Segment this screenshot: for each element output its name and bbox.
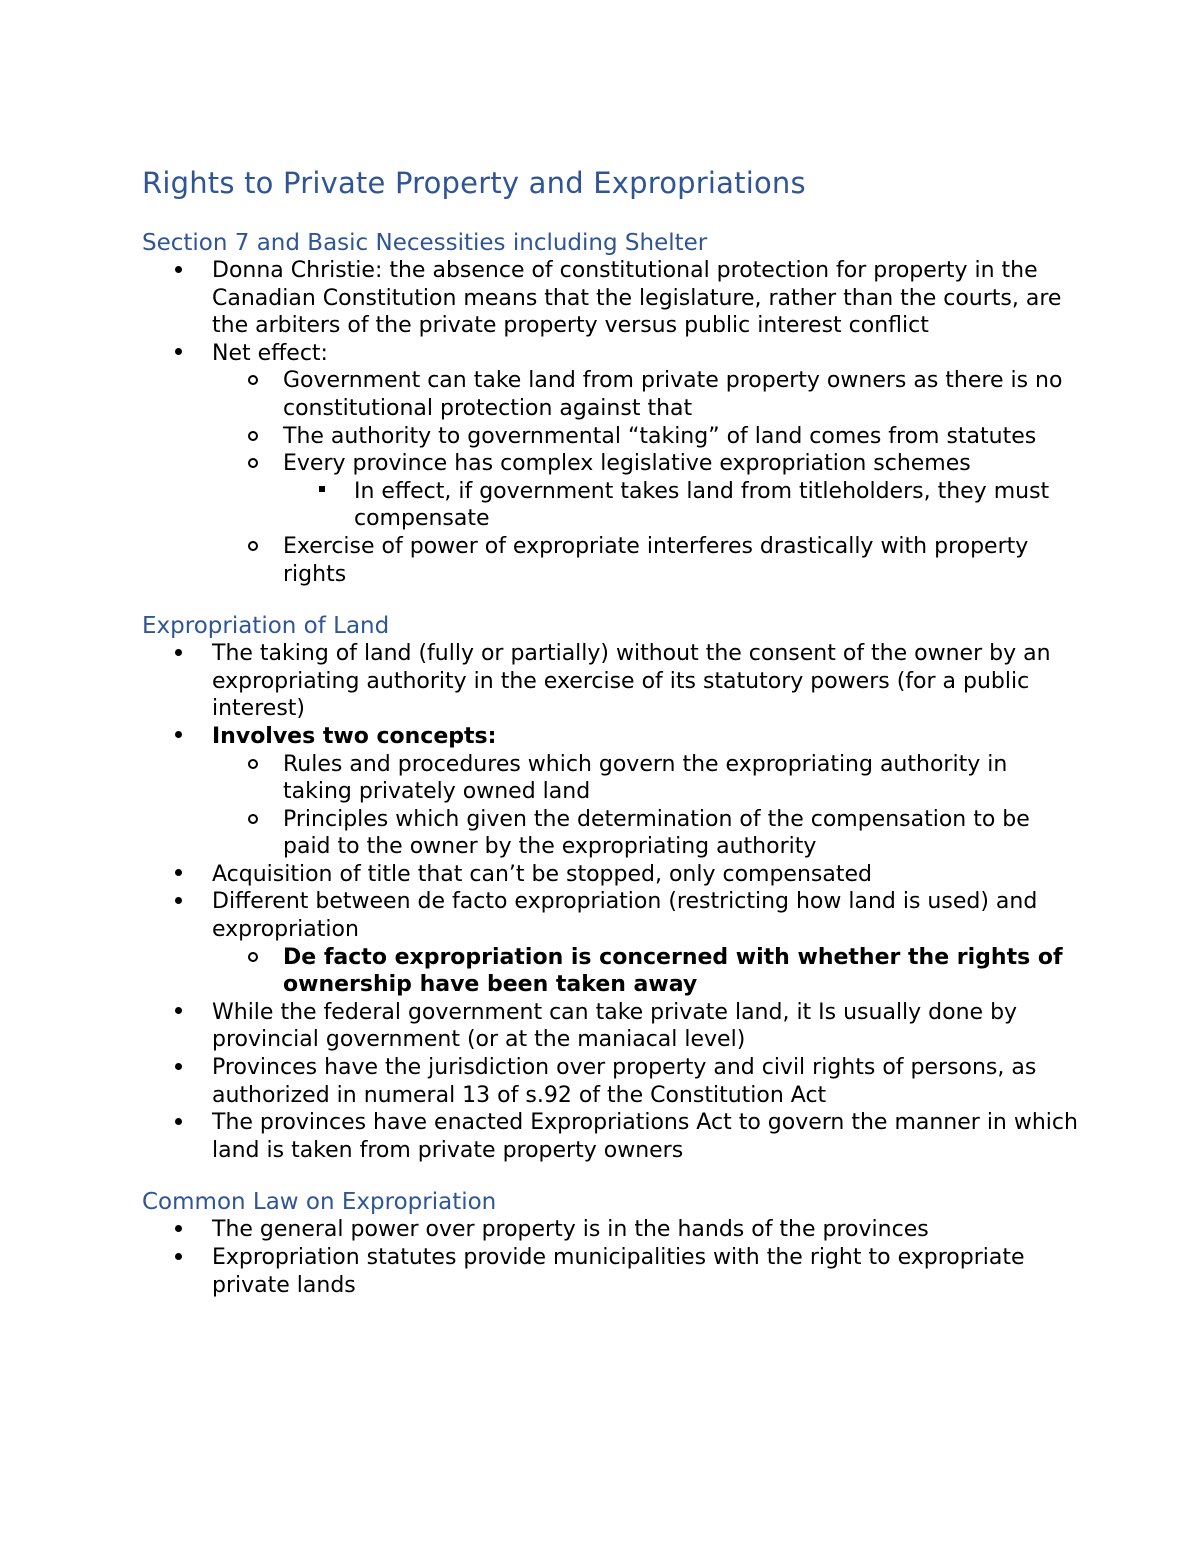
list-item: Rules and procedures which govern the expropriating authority in taking privately owned land	[142, 751, 1082, 806]
list-item: Every province has complex legislative expropriation schemes	[142, 450, 1082, 478]
list-item: In effect, if government takes land from titleholders, they must compensate	[142, 478, 1082, 533]
list-item: Provinces have the jurisdiction over property and civil rights of persons, as authorized in numeral 13 of s.92 of the Constitution Act	[142, 1054, 1082, 1109]
bullet-dot-icon	[168, 1054, 188, 1082]
bullet-list	[142, 640, 1082, 1164]
list-item: The provinces have enacted Expropriations Act to govern the manner in which land is taken from private property owners	[142, 1109, 1082, 1164]
bullet-list	[142, 257, 1082, 588]
bullet-dot-icon	[168, 257, 188, 285]
bullet-dot-icon	[168, 640, 188, 668]
bullet-dot-icon	[168, 723, 188, 751]
bullet-ring-icon	[243, 944, 263, 972]
section-heading: Expropriation of Land	[142, 613, 390, 640]
list-item: Net effect:	[142, 340, 1082, 368]
document-content	[142, 163, 1082, 1299]
bullet-list	[142, 1216, 1082, 1299]
list-item: Principles which given the determination of the compensation to be paid to the owner by the expropriating authority	[142, 806, 1082, 861]
list-item: Exercise of power of expropriate interferes drastically with property rights	[142, 533, 1082, 588]
bullet-ring-icon	[243, 806, 263, 834]
bullet-ring-icon	[243, 367, 263, 395]
bullet-ring-icon	[243, 751, 263, 779]
list-item: Donna Christie: the absence of constitutional protection for property in the Canadian Constitution means that the legislature, rather than the courts, are the arbiters of the private property versus public interest conflict	[142, 257, 1082, 340]
list-item: The authority to governmental “taking” of land comes from statutes	[142, 423, 1082, 451]
list-item: Acquisition of title that can’t be stopped, only compensated	[142, 861, 1082, 889]
bullet-dot-icon	[168, 888, 188, 916]
list-item: Expropriation statutes provide municipalities with the right to expropriate private lands	[142, 1244, 1082, 1299]
bullet-dot-icon	[168, 1244, 188, 1272]
bullet-ring-icon	[243, 533, 263, 561]
list-item: The general power over property is in the hands of the provinces	[142, 1216, 1082, 1244]
list-item: De facto expropriation is concerned with whether the rights of ownership have been taken away	[142, 944, 1082, 999]
list-item: Involves two concepts:	[142, 723, 1082, 751]
list-item: While the federal government can take private land, it Is usually done by provincial government (or at the maniacal level)	[142, 999, 1082, 1054]
bullet-dot-icon	[168, 340, 188, 368]
bullet-ring-icon	[243, 423, 263, 451]
bullet-dot-icon	[168, 1216, 188, 1244]
bullet-square-icon	[312, 478, 332, 506]
list-item: The taking of land (fully or partially) without the consent of the owner by an expropriating authority in the exercise of its statutory powers (for a public interest)	[142, 640, 1082, 723]
bullet-dot-icon	[168, 999, 188, 1027]
list-item: Government can take land from private property owners as there is no constitutional protection against that	[142, 367, 1082, 422]
section-heading: Section 7 and Basic Necessities including Shelter	[142, 230, 708, 256]
section-heading: Common Law on Expropriation	[142, 1189, 497, 1216]
bullet-ring-icon	[243, 450, 263, 478]
document-title: Rights to Private Property and Expropriations	[142, 166, 806, 200]
bullet-dot-icon	[168, 1109, 188, 1137]
list-item: Different between de facto expropriation (restricting how land is used) and expropriation	[142, 888, 1082, 943]
bullet-dot-icon	[168, 861, 188, 889]
